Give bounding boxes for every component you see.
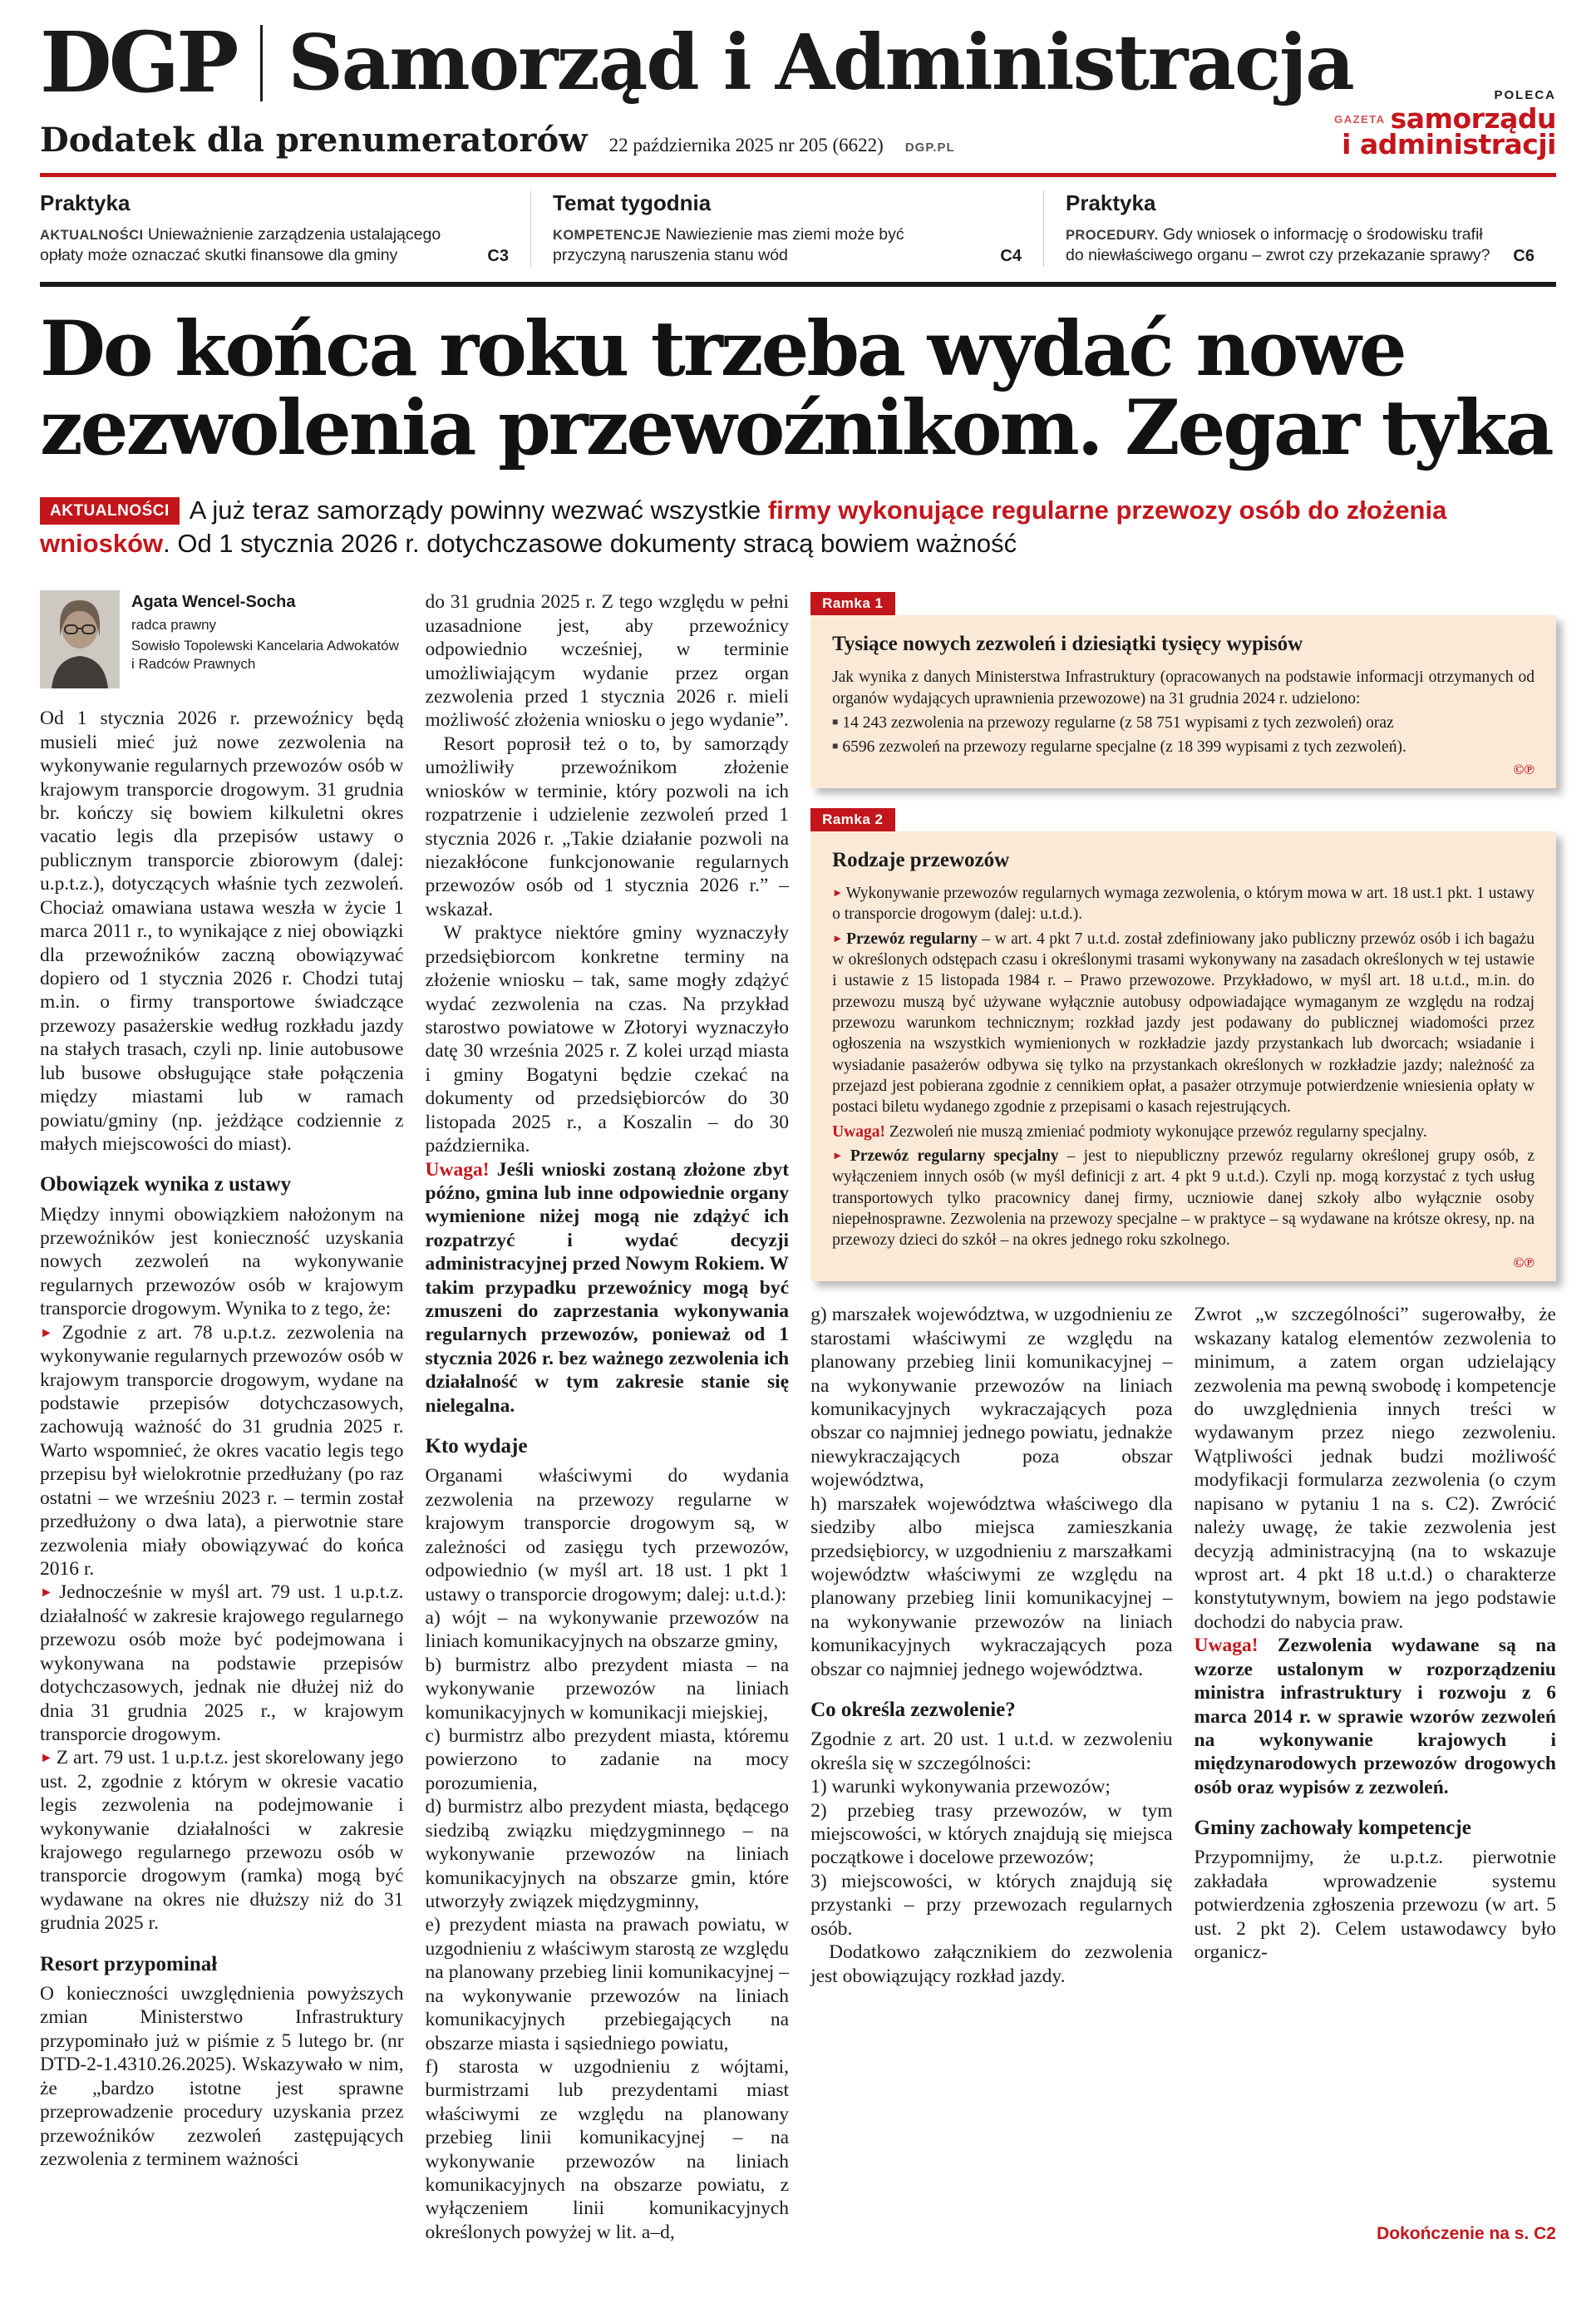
author-role: radca prawny <box>131 616 217 633</box>
ramka-1 <box>810 590 1556 788</box>
lower-columns <box>810 1303 1556 2244</box>
site-url: DGP.PL <box>904 141 955 155</box>
supplement-title: Samorząd i Administracja <box>288 17 1353 107</box>
masthead-divider <box>260 25 263 101</box>
article-paragraph: d) burmistrz albo prezydent miasta, będącego siedzibą związku międzygminnego – na wykonywanie przewozów na liniach komunikacyjnych na obszarze gmin, które utworzyły związek międzygminny, <box>425 1796 790 1912</box>
article-paragraph: Uwaga! Jeśli wnioski zostaną złożone zbyt późno, gmina lub inne odpowiednie organy wymienione niżej mogą nie zdążyć ich rozpatrzyć i wydać decyzji administracyjnej przed Nowym Rokiem. W takim przypadku przewoźnicy mogą być zmuszeni do zaprzestania wykonywania regularnych przewozów, ponieważ od 1 stycznia 2026 r. bez ważnego zezwolenia ich działalność w tym zakresie stanie się nielegalna. <box>425 1158 790 1417</box>
teaser-page-ref: C6 <box>1513 246 1534 265</box>
article-paragraph: ► Jednocześnie w myśl art. 79 ust. 1 u.p.t.z. działalność w zakresie krajowego regularnego przewozu osób może być podejmowana i wykonywana na podstawie przepisów dotychczasowych, jednak nie dłużej niż do dnia 31 grudnia 2025 r., w krajowym transporcie drogowym. <box>40 1581 404 1745</box>
article-paragraph: Między innymi obowiązkiem nałożonym na przewoźników jest konieczność uzyskania nowych zezwoleń na wykonywanie regularnych przewozów osób w krajowym transporcie drogowym. Wynika to z tego, że: <box>40 1203 404 1320</box>
article-paragraph: Dodatkowo załącznikiem do zezwolenia jest obowiązujący rozkład jazdy. <box>810 1941 1173 1987</box>
article-paragraph: f) starosta w uzgodnieniu z wójtami, burmistrzami lub prezydentami miast właściwymi ze względu na planowany przebieg linii komunikacyjnej – na wykonywanie przewozów na liniach komunikacyjnych na obszarze powiatu, z wyłączeniem linii komunikacyjnych określonych powyżej w lit. a–d, <box>425 2055 790 2243</box>
article-column-4-text <box>1195 1303 1556 1964</box>
lead-text-pre: A już teraz samorządy powinny wezwać wszystkie <box>189 495 768 525</box>
article-paragraph: Zgodnie z art. 20 ust. 1 u.t.d. w zezwoleniu określa się w szczególności: <box>810 1729 1173 1774</box>
teaser-1 <box>40 190 530 267</box>
ramka-1-list <box>832 713 1534 758</box>
article-subhead: Gminy zachowały kompetencje <box>1194 1817 1471 1840</box>
ramka-1-tag: Ramka 1 <box>810 592 894 615</box>
article-paragraph: Resort poprosił też o to, by samorządy umożliwiły przewoźnikom złożenie wniosków w terminie, który pozwoli na ich rozpatrzenie i udzielenie zezwoleń przed 1 stycznia 2026 r. „Takie działanie pozwoli na niezakłócone funkcjonowanie regularnych przewozów osób od 1 stycznia 2026 r.” – wskazał. <box>425 732 790 920</box>
article-paragraph: W praktyce niektóre gminy wyznaczyły przedsiębiorcom konkretne terminy na złożenie wniosku – tak, same mogły zdążyć wydać zezwolenia na czas. Na przykład starostwo powiatowe w Złotoryi wyznaczyło datę 30 września 2025 r. Z kolei urząd miasta i gminy Bogatyni będzie czekać na dokumenty od przedsiębiorców do 30 listopada 2025 r., a Koszalin – do 30 października. <box>425 922 790 1157</box>
section-badge: AKTUALNOŚCI <box>40 497 180 525</box>
article-paragraph: 3) miejscowości, w których znajdują się przystanki – przy przewozach regularnych osób. <box>810 1870 1173 1940</box>
teaser-kicker: PROCEDURY. <box>1066 228 1159 243</box>
article-paragraph: ► Przewóz regularny – w art. 4 pkt 7 u.t.d. został zdefiniowany jako publiczny przewóz osób i ich bagażu w określonych odstępach czasu i określonymi trasami wykonywany na zasadach określonych w tej ustawie i ustawie z 15 listopada 1984 r. – Prawo przewozowe. Przykładowo, w myśl art. 18 u.t.d., m.in. do przewozu muszą być używane wyłącznie autobusy odpowiadające wymaganym ze względu na rodzaj przewozu warunkom technicznym; rozkład jazdy jest podawany do publicznej wiadomości przez ogłoszenia na wszystkich wymienionych w rozkładzie jazdy przystankach lub dworcach; wsiadanie i wysiadanie pasażerów odbywa się tylko na przystankach określonych w rozkładzie jazdy; należność za przejazd jest pobierana zgodnie z cennikiem opłat, a pasażer otrzymuje potwierdzenie wniesienia opłaty w postaci biletu wydanego zgodnie z przepisami o kasach rejestrujących. <box>832 930 1534 1117</box>
teaser-summary: Gdy wniosek o informację o środowisku trafił do niewłaściwego organu – zwrot czy przekazanie sprawy? <box>1066 225 1490 265</box>
ramka-1-intro: Jak wynika z danych Ministerstwa Infrastruktury (opracowanych na podstawie informacji otrzymanych od organów wydających uprawnienia przewozowe) na 31 grudnia 2024 r. udzielono: <box>832 668 1534 708</box>
article-paragraph: Zwrot „w szczególności” sugerowałby, że wskazany katalog elementów zezwolenia to minimum, a zatem organ udzielający zezwolenia ma pewną swobodę i kompetencje do uwzględnienia innych treści w wydawanym przez niego zezwoleniu. Wątpliwości jednak budzi możliwość modyfikacji formularza zezwolenia (o czym napisano w pytaniu 1 na s. C2). Zwrócić należy uwagę, że takie zezwolenia jest decyzją administracyjną (na to wskazuje wprost art. 4 pkt 18 u.t.d.) o charakterze konstytutywnym, bowiem na jego podstawie dochodzi do nabycia praw. <box>1194 1304 1556 1633</box>
ramka-2-title: Rodzaje przewozów <box>832 848 1010 871</box>
article-column-4 <box>1195 1303 1556 2244</box>
article-column-3 <box>810 1303 1172 2244</box>
lead-paragraph <box>40 494 1556 561</box>
copyright-mark: ©℗ <box>1513 1254 1534 1270</box>
continuation-note: Dokończenie na s. C2 <box>1377 2223 1556 2243</box>
teaser-text <box>1066 224 1534 267</box>
article-paragraph: ► Z art. 79 ust. 1 u.p.t.z. jest skorelowany jego ust. 2, zgodnie z którym w okresie vacatio legis zezwolenia na podejmowanie i wykonywanie działalności w zakresie krajowego regularnego przewozu osób w transporcie drogowym (ramka) mogą być wydawane na okres nie dłuższy niż do 31 grudnia 2025 r. <box>40 1747 404 1935</box>
article-paragraph: Uwaga! Zezwoleń nie muszą zmieniać podmioty wykonujące przewóz regularny specjalny. <box>832 1122 1427 1141</box>
headline-line-2: zezwolenia przewoźnikom. Zegar tyka <box>40 384 1552 473</box>
article-paragraph: a) wójt – na wykonywanie przewozów na liniach komunikacyjnych na obszarze gminy, <box>425 1606 790 1653</box>
article-paragraph: ■ 14 243 zezwolenia na przewozy regularne (z 58 751 wypisami z tych zezwoleń) oraz <box>832 713 1394 732</box>
article-paragraph: g) marszałek województwa, w uzgodnieniu ze starostami właściwymi ze względu na planowany przebieg linii komunikacyjnej – na wykonywanie przewozów na liniach komunikacyjnych wykraczających poza obszar co najmniej jednego powiatu, jednakże niewykraczających poza obszar województwa, <box>810 1304 1173 1492</box>
teaser-summary: Nawiezienie mas ziemi może być przyczyną naruszenia stanu wód <box>553 225 904 265</box>
teaser-text <box>553 224 1022 267</box>
subscriber-line: Dodatek dla prenumeratorów <box>40 121 588 160</box>
headline-line-1: Do końca roku trzeba wydać nowe <box>40 304 1405 393</box>
article-column-2 <box>426 590 790 2244</box>
teaser-row <box>40 177 1556 282</box>
ramka-2-tag: Ramka 2 <box>810 808 894 831</box>
author-organization: Sowisło Topolewski Kancelaria Adwokatów i Radców Prawnych <box>131 638 399 673</box>
gazeta-samorzadu-logo <box>1334 102 1556 161</box>
ramka-2-box <box>810 831 1556 1282</box>
ramka-1-box <box>810 615 1556 788</box>
gazeta-label: GAZETA <box>1334 113 1386 126</box>
teaser-2 <box>530 190 1043 267</box>
copyright-mark: ©℗ <box>1513 761 1534 777</box>
gazeta-brand-line-2: i administracji <box>1342 128 1556 161</box>
author-meta <box>131 590 404 688</box>
article-column-1-text <box>40 707 404 2171</box>
article-column-1 <box>40 590 404 2244</box>
teaser-kicker: KOMPETENCJE <box>553 228 662 243</box>
poleca-label: POLECA <box>1494 88 1556 102</box>
author-photo <box>40 590 120 688</box>
poleca-block <box>1334 88 1556 161</box>
article-body <box>40 590 1556 2244</box>
gazeta-brand-line-1: samorządu <box>1390 102 1556 135</box>
article-paragraph: e) prezydent miasta na prawach powiatu, w uzgodnieniu z właściwym starostą ze względu na planowany przebieg linii komunikacyjnej – na wykonywanie przewozów na liniach komunikacyjnych przebiegających na obszarze miasta i sąsiedniego powiatu, <box>425 1914 790 2054</box>
dark-divider <box>40 282 1556 287</box>
main-headline <box>40 304 1556 473</box>
article-paragraph: ■ 6596 zezwoleń na przewozy regularne specjalne (z 18 399 wypisami z tych zezwoleń). <box>832 738 1406 757</box>
lead-text-post: . Od 1 stycznia 2026 r. dotychczasowe dokumenty stracą bowiem ważność <box>163 529 1017 559</box>
article-subhead: Co określa zezwolenie? <box>810 1699 1016 1722</box>
article-right-half <box>810 590 1556 2244</box>
article-paragraph: ► Wykonywanie przewozów regularnych wymaga zezwolenia, o którym mowa w art. 18 ust.1 pkt. 1 ustawy o transporcie drogowym (dalej: u.t.d.). <box>832 884 1534 924</box>
teaser-summary: Unieważnienie zarządzenia ustalającego opłaty może oznaczać skutki finansowe dla gminy <box>40 225 441 265</box>
teaser-page-ref: C3 <box>487 246 509 265</box>
author-name: Agata Wencel-Socha <box>131 593 296 612</box>
lead-highlight: firmy wykonujące regularne przewozy osób do złożenia wniosków <box>40 495 1447 559</box>
article-paragraph: O konieczności uwzględnienia powyższych zmian Ministerstwo Infrastruktury przypominało już w piśmie z 5 lutego br. (nr DTD-2-1.4310.26.2025). Wskazywało w nim, że „bardzo istotne jest sprawne przeprowadzenie procedury uzyskania przez przewoźników zezwoleń zastępujących zezwolenia z terminem ważności <box>40 1982 404 2170</box>
article-paragraph: ► Zgodnie z art. 78 u.p.t.z. zezwolenia na wykonywanie regularnych przewozów osób w krajowym transporcie drogowym, wydane na podstawie przepisów dotychczasowych, zachowują ważność do 31 grudnia 2025 r. Warto wspomnieć, że okres vacatio legis tego przepisu był wielokrotnie przedłużany (po raz ostatni – we wrześniu 2023 r. – termin został przedłużony o dwa lata), a pierwotnie stare zezwolenia miały obowiązywać do końca 2016 r. <box>40 1321 404 1580</box>
article-paragraph: b) burmistrz albo prezydent miasta – na wykonywanie przewozów na liniach komunikacyjnych w komunikacji miejskiej, <box>425 1654 790 1724</box>
teaser-section: Praktyka <box>40 190 131 215</box>
article-paragraph: h) marszałek województwa właściwego dla siedziby albo miejsca zamieszkania przedsiębiorcy, w uzgodnieniu z marszałkami województw właściwymi ze względu na planowany przebieg linii komunikacyjnej – na wykonywanie przewozów na liniach komunikacyjnych wykraczających poza obszar co najmniej jednego województwa. <box>810 1492 1173 1680</box>
article-paragraph: 2) przebieg trasy przewozów, w tym miejscowości, w których znajdują się miejsca początkowe i docelowe przewozów; <box>810 1799 1173 1869</box>
article-paragraph: 1) warunki wykonywania przewozów; <box>810 1776 1111 1798</box>
author-portrait-illustration <box>40 590 120 688</box>
author-card <box>40 590 404 688</box>
dgp-logo: DGP <box>40 13 236 111</box>
ramka-1-title: Tysiące nowych zezwoleń i dziesiątki tysięcy wypisów <box>832 632 1303 655</box>
masthead <box>40 13 1556 161</box>
ramka-2-list <box>832 883 1534 1251</box>
article-paragraph: Przypomnijmy, że u.p.t.z. pierwotnie zakładała wprowadzenie systemu potwierdzenia zgłoszenia przewozu (w art. 5 ust. 2 pkt 2). Celem ustawodawcy było organicz- <box>1194 1847 1556 1964</box>
teaser-page-ref: C4 <box>1000 246 1022 265</box>
teaser-section: Praktyka <box>1066 190 1156 215</box>
teaser-section: Temat tygodnia <box>553 190 712 215</box>
article-paragraph: do 31 grudnia 2025 r. Z tego względu w pełni uzasadnione jest, aby przewoźnicy odpowiednio wcześniej, w terminie umożliwiającym wydanie przez organ zezwolenia przed 1 stycznia 2026 r. mieli możliwość złożenia wniosku o jego wydanie”. <box>425 591 790 732</box>
teaser-kicker: AKTUALNOŚCI <box>40 228 144 243</box>
issue-date: 22 października 2025 nr 205 (6622) <box>608 135 884 155</box>
teaser-3 <box>1043 190 1556 267</box>
article-subhead: Kto wydaje <box>425 1435 528 1458</box>
article-subhead: Resort przypominał <box>40 1952 218 1975</box>
article-paragraph: Od 1 stycznia 2026 r. przewoźnicy będą musieli mieć już nowe zezwolenia na wykonywanie regularnych przewozów osób w krajowym transporcie drogowym. 31 grudnia br. kończy się bowiem kilkuletni okres vacatio legis dla przepisów ustawy o publicznym transporcie zbiorowym (dalej: u.p.t.z.), dotyczących właśnie tych zezwoleń. Chociaż omawiana ustawa weszła w życie 1 marca 2011 r., to wynikające z niej obowiązki dla przewoźników zaczną obowiązywać dopiero od 1 stycznia 2026 r. Chodzi tutaj m.in. o firmy transportowe świadczące przewozy pasażerskie według rozkładu jazdy na stałych trasach, czyli np. linie autobusowe lub busowe obsługujące stałe połączenia między miastami lub w ramach powiatu/gminy (np. jeżdżące codziennie z małych miejscowości do miast). <box>40 708 404 1155</box>
article-paragraph: Organami właściwymi do wydania zezwolenia na przewozy regularne w krajowym transporcie drogowym są, w zależności od zasięgu tych przewozów, odpowiednio (w myśl art. 18 ust. 1 pkt 1 ustawy o transporcie drogowym; dalej: u.t.d.): <box>425 1465 790 1605</box>
article-paragraph: Uwaga! Zezwolenia wydawane są na wzorze ustalonym w rozporządzeniu ministra infrastruktury i rozwoju z 6 marca 2014 r. w sprawie wzorów zezwoleń na wykonywanie krajowych i międzynarodowych przewozów drogowych osób oraz wypisów z zezwoleń. <box>1194 1635 1556 1798</box>
teaser-text <box>40 224 509 267</box>
article-paragraph: ► Przewóz regularny specjalny – jest to niepubliczny przewóz regularny określonej grupy osób, z wyłączeniem innych osób (w myśl definicji z art. 4 pkt 9 u.t.d.). Czyli np. mogą korzystać z tych usług transportowych tylko pracownicy danej firmy, uczniowie danej szkoły albo wyłącznie osoby niepełnosprawne. Zezwolenia na przewozy specjalne – w praktyce – są wydawane na krótsze okresy, np. na przewozy dzieci do szkół – na okres jednego roku szkolnego. <box>832 1147 1534 1250</box>
article-subhead: Obowiązek wynika z ustawy <box>40 1173 292 1196</box>
article-paragraph: c) burmistrz albo prezydent miasta, któremu powierzono to zadanie na mocy porozumienia, <box>425 1725 790 1794</box>
ramka-2 <box>810 806 1556 1281</box>
